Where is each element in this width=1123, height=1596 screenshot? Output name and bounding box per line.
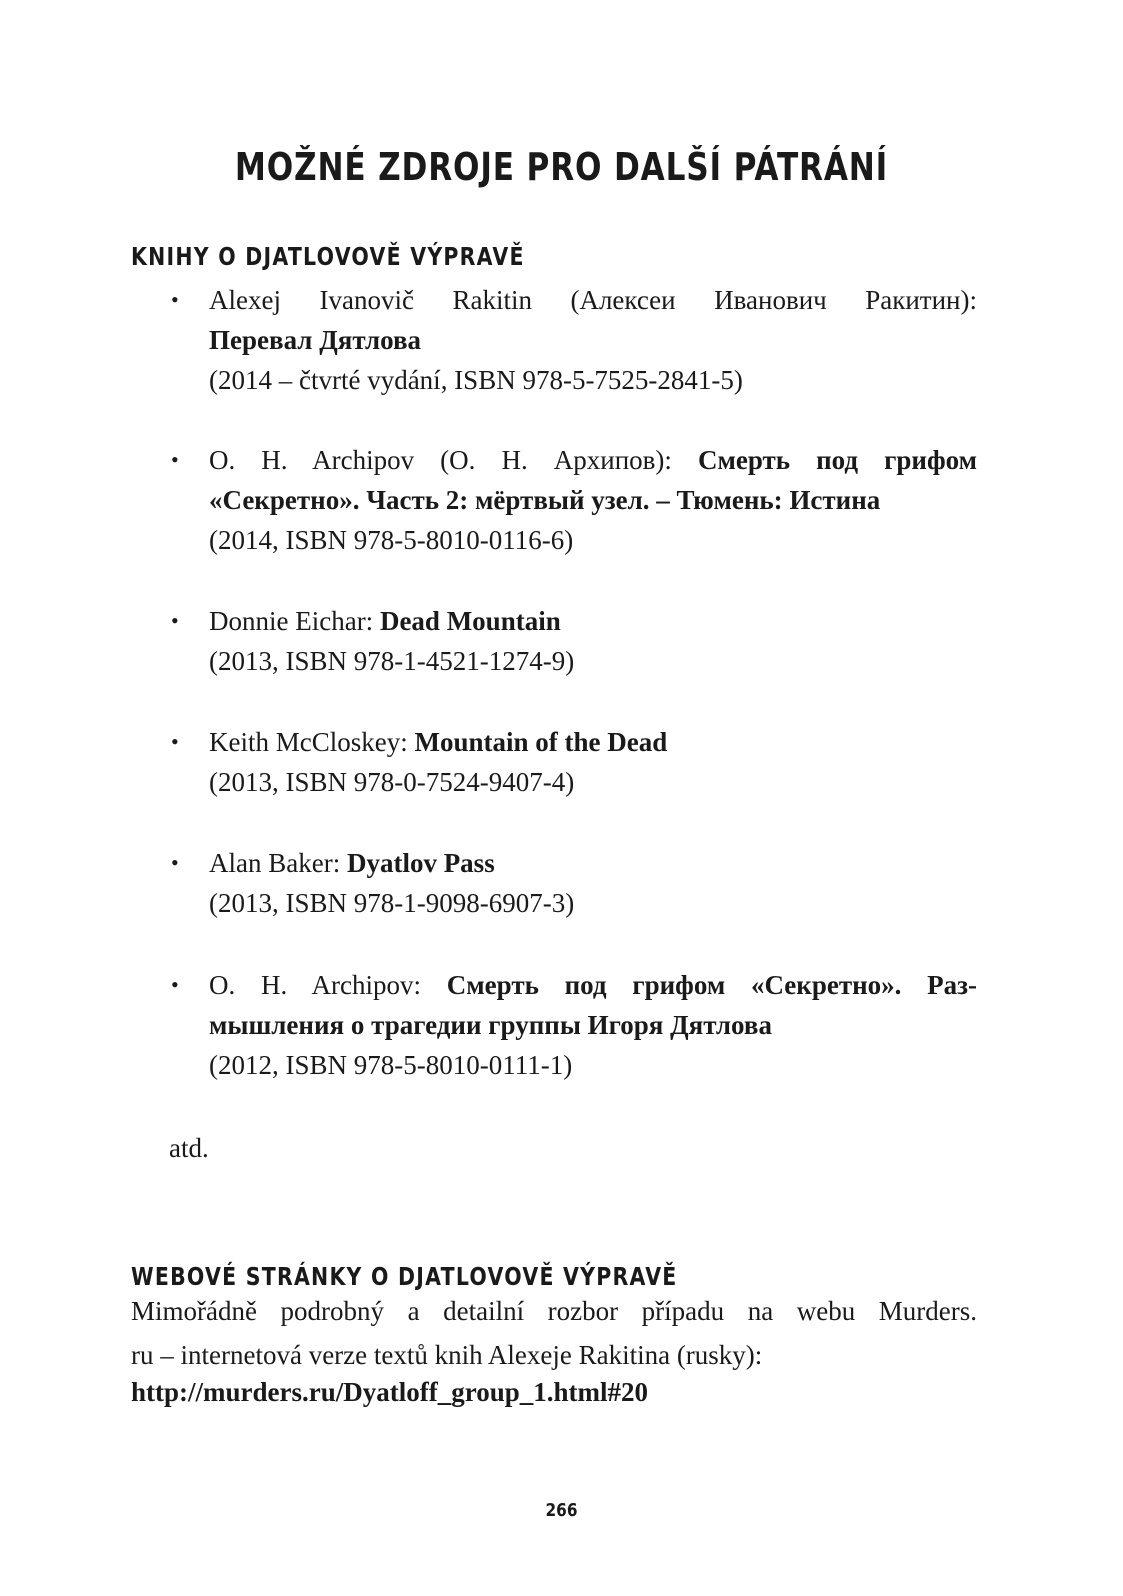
book-title-continued: мышления о трагедии группы Игоря Дятлова: [209, 1010, 772, 1040]
book-author: Alan Baker:: [209, 848, 347, 878]
book-author: O. H. Archipov:: [209, 970, 447, 1000]
bullet-icon: •: [171, 850, 179, 875]
books-heading: KNIHY O DJATLOVOVĚ VÝPRAVĚ: [131, 242, 525, 271]
bullet-icon: •: [171, 608, 179, 633]
book-author: Keith McCloskey:: [209, 727, 415, 757]
bullet-icon: •: [171, 729, 179, 754]
page-number: 266: [545, 1500, 578, 1521]
book-title: Dead Mountain: [379, 606, 561, 636]
book-info: (2012, ISBN 978-5-8010-0111-1): [209, 1050, 573, 1080]
book-item: [171, 722, 977, 802]
book-title: Смерть под грифом: [697, 445, 978, 475]
book-title-continued: «Секретно». Часть 2: мёртвый узел. – Тюмень: Истина: [209, 485, 881, 515]
book-item: [171, 601, 977, 681]
website-link[interactable]: http://murders.ru/Dyatloff_group_1.html#20: [131, 1377, 648, 1407]
book-author: O. H. Archipov (О. Н. Архипов):: [209, 445, 698, 475]
book-title: Перевал Дятлова: [209, 325, 422, 355]
book-info: (2013, ISBN 978-0-7524-9407-4): [209, 767, 575, 797]
bullet-icon: •: [171, 447, 179, 472]
book-item: [171, 280, 977, 400]
book-author: Alexej Ivanovič Rakitin (Алексеи Иванович Ракитин):: [209, 285, 977, 315]
book-info: (2014, ISBN 978-5-8010-0116-6): [209, 525, 574, 555]
websites-description: [131, 1289, 977, 1377]
book-title: Dyatlov Pass: [346, 848, 495, 878]
book-info: (2013, ISBN 978-1-4521-1274-9): [209, 646, 575, 676]
book-item: [171, 440, 978, 560]
book-item: [171, 965, 978, 1085]
book-item: [171, 843, 977, 923]
book-info: (2013, ISBN 978-1-9098-6907-3): [209, 888, 575, 918]
page-title: MOŽNÉ ZDROJE PRO DALŠÍ PÁTRÁNÍ: [234, 145, 889, 189]
book-title: Mountain of the Dead: [414, 727, 668, 757]
book-title: Смерть под грифом «Секретно». Раз-: [446, 970, 978, 1000]
websites-heading: WEBOVÉ STRÁNKY O DJATLOVOVĚ VÝPRAVĚ: [131, 1262, 678, 1291]
websites-description-line: ru – internetová verze textů knih Alexeje Rakitina (rusky):: [131, 1340, 763, 1370]
bullet-icon: •: [171, 972, 179, 997]
book-author: Donnie Eichar:: [209, 606, 380, 636]
websites-description-line: Mimořádně podrobný a detailní rozbor případu na webu Murders.: [131, 1296, 977, 1326]
bullet-icon: •: [171, 287, 179, 312]
book-info: (2014 – čtvrté vydání, ISBN 978-5-7525-2841-5): [209, 365, 743, 395]
etc-text: atd.: [169, 1133, 209, 1163]
